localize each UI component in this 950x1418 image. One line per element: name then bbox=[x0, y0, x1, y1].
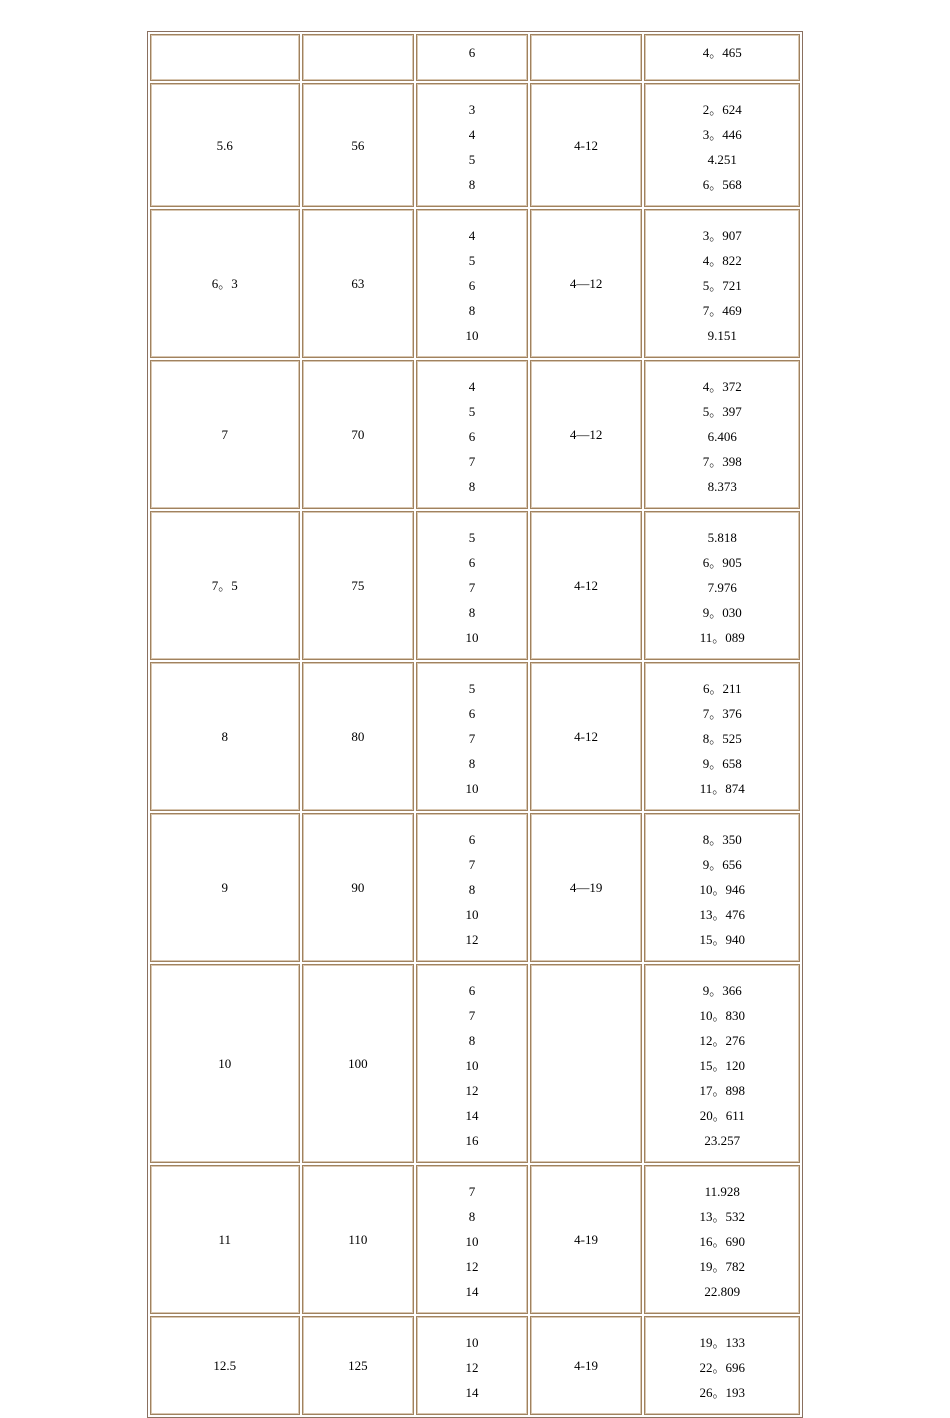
weight-value: 6。905 bbox=[702, 554, 742, 570]
angle-number-cell: 6。3 bbox=[150, 209, 300, 358]
theoretical-weight-cell bbox=[644, 662, 800, 811]
length-range-cell: 4-12 bbox=[530, 511, 643, 660]
weight-value: 9。658 bbox=[702, 755, 742, 771]
thickness-value: 10 bbox=[465, 780, 479, 796]
weight-value: 5。721 bbox=[702, 277, 742, 293]
table-row bbox=[150, 360, 800, 509]
thickness-value: 14 bbox=[465, 1107, 479, 1123]
theoretical-weight-cell bbox=[644, 83, 800, 207]
weight-value: 5.818 bbox=[707, 529, 737, 545]
theoretical-weight-cell bbox=[644, 1316, 800, 1415]
thickness-list bbox=[417, 1176, 527, 1304]
weight-value: 9。366 bbox=[702, 982, 742, 998]
thickness-value: 8 bbox=[468, 1032, 476, 1048]
weight-value: 6。568 bbox=[702, 176, 742, 192]
thickness-value: 7 bbox=[468, 579, 476, 595]
thickness-value: 12 bbox=[465, 1258, 479, 1274]
side-width-cell: 70 bbox=[302, 360, 415, 509]
thickness-list bbox=[417, 522, 527, 650]
thickness-value: 7 bbox=[468, 856, 476, 872]
weight-list bbox=[645, 522, 799, 650]
thickness-value: 4 bbox=[468, 126, 476, 142]
weight-value: 4.251 bbox=[707, 151, 737, 167]
weight-value: 8。350 bbox=[702, 831, 742, 847]
weight-value: 16。690 bbox=[699, 1233, 745, 1249]
thickness-value: 10 bbox=[465, 1334, 479, 1350]
thickness-value: 6 bbox=[468, 277, 476, 293]
side-width-cell: 63 bbox=[302, 209, 415, 358]
thickness-value: 7 bbox=[468, 730, 476, 746]
weight-list bbox=[645, 673, 799, 801]
side-width-cell bbox=[302, 34, 415, 81]
thickness-value: 5 bbox=[468, 529, 476, 545]
length-range-cell: 4-19 bbox=[530, 1165, 643, 1314]
thickness-value: 4 bbox=[468, 378, 476, 394]
thickness-value: 8 bbox=[468, 176, 476, 192]
thickness-value: 7 bbox=[468, 453, 476, 469]
weight-value: 7。398 bbox=[702, 453, 742, 469]
weight-value: 12。276 bbox=[699, 1032, 745, 1048]
thickness-value: 6 bbox=[468, 705, 476, 721]
thickness-list bbox=[417, 220, 527, 348]
angle-number-cell: 12.5 bbox=[150, 1316, 300, 1415]
thickness-list bbox=[417, 1327, 527, 1405]
thickness-list bbox=[417, 673, 527, 801]
thickness-value: 5 bbox=[468, 151, 476, 167]
weight-value: 11。089 bbox=[699, 629, 745, 645]
thickness-value: 5 bbox=[468, 403, 476, 419]
thickness-list bbox=[417, 94, 527, 197]
table-row bbox=[150, 511, 800, 660]
thickness-list bbox=[417, 371, 527, 499]
theoretical-weight-cell bbox=[644, 360, 800, 509]
thickness-value: 12 bbox=[465, 1359, 479, 1375]
thickness-value: 8 bbox=[468, 478, 476, 494]
length-range-cell bbox=[530, 34, 643, 81]
angle-number-cell bbox=[150, 34, 300, 81]
weight-value: 7。469 bbox=[702, 302, 742, 318]
weight-value: 9。656 bbox=[702, 856, 742, 872]
length-range-cell: 4-19 bbox=[530, 1316, 643, 1415]
weight-value: 20。611 bbox=[699, 1107, 745, 1123]
weight-value: 4。372 bbox=[702, 378, 742, 394]
theoretical-weight-cell bbox=[644, 964, 800, 1163]
thickness-cell bbox=[416, 662, 528, 811]
side-width-cell: 125 bbox=[302, 1316, 415, 1415]
thickness-value: 12 bbox=[465, 1082, 479, 1098]
theoretical-weight-cell bbox=[644, 209, 800, 358]
angle-number-cell: 7。5 bbox=[150, 511, 300, 660]
weight-value: 7。376 bbox=[702, 705, 742, 721]
weight-value: 6。211 bbox=[702, 680, 742, 696]
thickness-value: 8 bbox=[468, 604, 476, 620]
weight-value: 5。397 bbox=[702, 403, 742, 419]
thickness-cell bbox=[416, 83, 528, 207]
weight-list bbox=[645, 35, 799, 65]
theoretical-weight-cell bbox=[644, 511, 800, 660]
weight-value: 11.928 bbox=[704, 1183, 740, 1199]
thickness-value: 6 bbox=[468, 831, 476, 847]
weight-value: 10。946 bbox=[699, 881, 745, 897]
thickness-value: 6 bbox=[468, 428, 476, 444]
side-width-cell: 90 bbox=[302, 813, 415, 962]
thickness-value: 10 bbox=[465, 1057, 479, 1073]
weight-value: 15。120 bbox=[699, 1057, 745, 1073]
weight-value: 11。874 bbox=[699, 780, 745, 796]
thickness-value: 16 bbox=[465, 1132, 479, 1148]
thickness-cell bbox=[416, 813, 528, 962]
weight-value: 22。696 bbox=[699, 1359, 745, 1375]
weight-value: 23.257 bbox=[704, 1132, 741, 1148]
theoretical-weight-cell bbox=[644, 813, 800, 962]
thickness-value: 5 bbox=[468, 252, 476, 268]
thickness-cell bbox=[416, 964, 528, 1163]
table-body bbox=[150, 34, 800, 1415]
thickness-value: 10 bbox=[465, 629, 479, 645]
length-range-cell bbox=[530, 964, 643, 1163]
weight-list bbox=[645, 1176, 799, 1304]
side-width-cell: 110 bbox=[302, 1165, 415, 1314]
weight-value: 15。940 bbox=[699, 931, 745, 947]
angle-steel-spec-table bbox=[147, 31, 803, 1418]
table-row bbox=[150, 34, 800, 81]
angle-number-cell: 5.6 bbox=[150, 83, 300, 207]
weight-value: 6.406 bbox=[707, 428, 737, 444]
thickness-value: 14 bbox=[465, 1283, 479, 1299]
weight-value: 17。898 bbox=[699, 1082, 745, 1098]
weight-value: 4。465 bbox=[702, 45, 742, 60]
weight-value: 2。624 bbox=[702, 101, 742, 117]
thickness-value: 8 bbox=[468, 1208, 476, 1224]
weight-value: 9.151 bbox=[707, 327, 737, 343]
weight-value: 26。193 bbox=[699, 1384, 745, 1400]
weight-list bbox=[645, 94, 799, 197]
weight-list bbox=[645, 220, 799, 348]
thickness-value: 8 bbox=[468, 302, 476, 318]
table-row bbox=[150, 1165, 800, 1314]
thickness-cell bbox=[416, 209, 528, 358]
angle-number-cell: 7 bbox=[150, 360, 300, 509]
thickness-value: 14 bbox=[465, 1384, 479, 1400]
side-width-cell: 80 bbox=[302, 662, 415, 811]
thickness-value: 3 bbox=[468, 101, 476, 117]
weight-value: 10。830 bbox=[699, 1007, 745, 1023]
thickness-list bbox=[417, 35, 527, 65]
table-row bbox=[150, 209, 800, 358]
thickness-value: 10 bbox=[465, 906, 479, 922]
thickness-value: 12 bbox=[465, 931, 479, 947]
thickness-value: 6 bbox=[468, 982, 476, 998]
thickness-list bbox=[417, 824, 527, 952]
angle-number-cell: 10 bbox=[150, 964, 300, 1163]
thickness-cell bbox=[416, 34, 528, 81]
thickness-cell bbox=[416, 511, 528, 660]
table-row bbox=[150, 813, 800, 962]
weight-value: 9。030 bbox=[702, 604, 742, 620]
thickness-cell bbox=[416, 1165, 528, 1314]
thickness-value: 8 bbox=[468, 881, 476, 897]
thickness-value: 7 bbox=[468, 1183, 476, 1199]
thickness-value: 10 bbox=[465, 1233, 479, 1249]
side-width-cell: 75 bbox=[302, 511, 415, 660]
theoretical-weight-cell bbox=[644, 34, 800, 81]
thickness-value: 5 bbox=[468, 680, 476, 696]
thickness-cell bbox=[416, 1316, 528, 1415]
thickness-cell bbox=[416, 360, 528, 509]
thickness-value: 6 bbox=[468, 45, 476, 60]
weight-value: 3。446 bbox=[702, 126, 742, 142]
weight-value: 22.809 bbox=[704, 1283, 741, 1299]
thickness-list bbox=[417, 975, 527, 1153]
weight-value: 19。782 bbox=[699, 1258, 745, 1274]
weight-list bbox=[645, 975, 799, 1153]
thickness-value: 10 bbox=[465, 327, 479, 343]
side-width-cell: 100 bbox=[302, 964, 415, 1163]
side-width-cell: 56 bbox=[302, 83, 415, 207]
weight-value: 8。525 bbox=[702, 730, 742, 746]
angle-number-cell: 8 bbox=[150, 662, 300, 811]
weight-value: 4。822 bbox=[702, 252, 742, 268]
weight-value: 7.976 bbox=[707, 579, 737, 595]
length-range-cell: 4—19 bbox=[530, 813, 643, 962]
length-range-cell: 4—12 bbox=[530, 209, 643, 358]
table-row bbox=[150, 83, 800, 207]
weight-value: 19。133 bbox=[699, 1334, 745, 1350]
angle-number-cell: 11 bbox=[150, 1165, 300, 1314]
weight-value: 13。476 bbox=[699, 906, 745, 922]
weight-list bbox=[645, 824, 799, 952]
length-range-cell: 4-12 bbox=[530, 662, 643, 811]
thickness-value: 8 bbox=[468, 755, 476, 771]
length-range-cell: 4—12 bbox=[530, 360, 643, 509]
table-row bbox=[150, 1316, 800, 1415]
length-range-cell: 4-12 bbox=[530, 83, 643, 207]
thickness-value: 4 bbox=[468, 227, 476, 243]
thickness-value: 7 bbox=[468, 1007, 476, 1023]
angle-number-cell: 9 bbox=[150, 813, 300, 962]
table-row bbox=[150, 964, 800, 1163]
thickness-value: 6 bbox=[468, 554, 476, 570]
weight-value: 13。532 bbox=[699, 1208, 745, 1224]
weight-value: 8.373 bbox=[707, 478, 737, 494]
weight-list bbox=[645, 371, 799, 499]
weight-list bbox=[645, 1327, 799, 1405]
weight-value: 3。907 bbox=[702, 227, 742, 243]
table-row bbox=[150, 662, 800, 811]
theoretical-weight-cell bbox=[644, 1165, 800, 1314]
